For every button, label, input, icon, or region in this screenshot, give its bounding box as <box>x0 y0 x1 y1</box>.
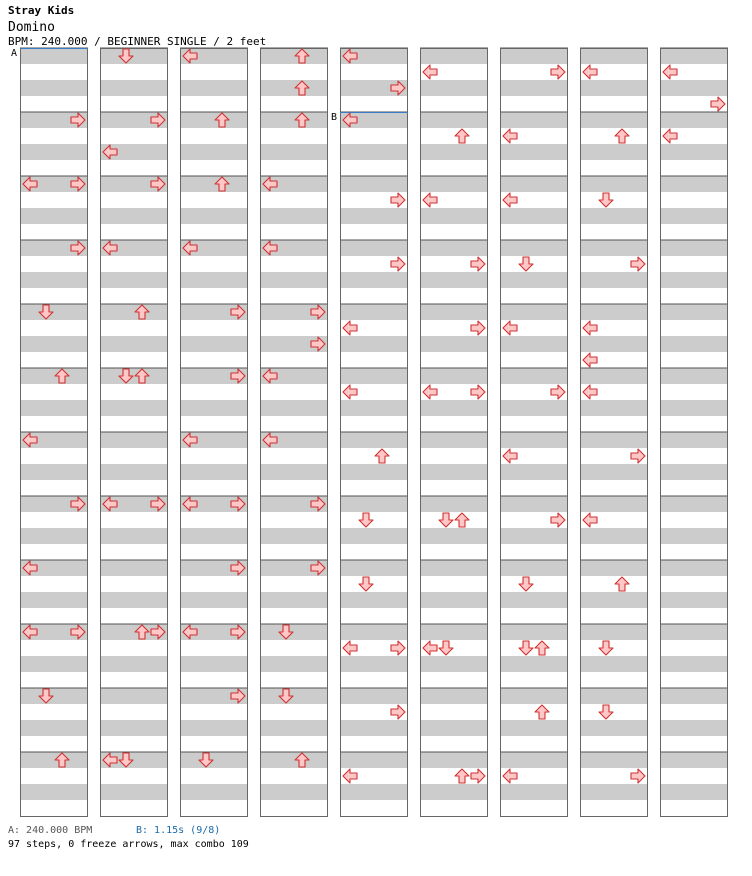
beat-stripe <box>500 560 568 576</box>
beat-stripe <box>580 144 648 160</box>
left-arrow-icon <box>343 321 357 335</box>
beat-stripe <box>580 80 648 96</box>
beat-stripe <box>100 432 168 448</box>
beat-stripe <box>500 112 568 128</box>
right-arrow-icon <box>391 193 405 207</box>
beat-stripe <box>660 144 728 160</box>
beat-stripe <box>20 528 88 544</box>
marker-b-label: B <box>331 112 338 123</box>
beat-stripe <box>580 464 648 480</box>
beat-stripe <box>420 656 488 672</box>
beat-stripe <box>660 368 728 384</box>
down-arrow-icon <box>439 513 453 527</box>
beat-stripe <box>660 528 728 544</box>
beat-stripe <box>500 144 568 160</box>
right-arrow-icon <box>551 65 565 79</box>
beat-stripe <box>20 400 88 416</box>
beat-stripe <box>180 784 248 800</box>
beat-stripe <box>260 592 328 608</box>
beat-stripe <box>180 80 248 96</box>
beat-stripe <box>180 272 248 288</box>
beat-stripe <box>180 656 248 672</box>
down-arrow-icon <box>599 641 613 655</box>
beat-stripe <box>100 656 168 672</box>
beat-stripe <box>100 560 168 576</box>
beat-stripe <box>660 464 728 480</box>
beat-stripe <box>180 336 248 352</box>
beat-stripe <box>20 304 88 320</box>
beat-stripe <box>340 592 408 608</box>
beat-stripe <box>660 752 728 768</box>
beat-stripe <box>660 432 728 448</box>
beat-stripe <box>420 240 488 256</box>
right-arrow-icon <box>391 705 405 719</box>
beat-stripe <box>100 80 168 96</box>
beat-stripe <box>180 400 248 416</box>
beat-stripe <box>420 144 488 160</box>
beat-stripe <box>340 720 408 736</box>
beat-stripe <box>660 624 728 640</box>
beat-stripe <box>260 624 328 640</box>
beat-stripe <box>580 112 648 128</box>
left-arrow-icon <box>423 193 437 207</box>
beat-stripe <box>500 336 568 352</box>
beat-stripe <box>580 48 648 64</box>
beat-stripe <box>260 80 328 96</box>
down-arrow-icon <box>519 257 533 271</box>
up-arrow-icon <box>455 769 469 783</box>
beat-stripe <box>580 784 648 800</box>
up-arrow-icon <box>615 129 629 143</box>
right-arrow-icon <box>551 385 565 399</box>
beat-stripe <box>20 368 88 384</box>
beat-stripe <box>20 592 88 608</box>
beat-stripe <box>500 240 568 256</box>
left-arrow-icon <box>423 65 437 79</box>
beat-stripe <box>660 240 728 256</box>
beat-stripe <box>420 80 488 96</box>
right-arrow-icon <box>631 769 645 783</box>
beat-stripe <box>660 112 728 128</box>
right-arrow-icon <box>551 513 565 527</box>
beat-stripe <box>180 176 248 192</box>
song-title: Domino <box>8 20 55 35</box>
beat-stripe <box>500 656 568 672</box>
right-arrow-icon <box>391 641 405 655</box>
up-arrow-icon <box>535 705 549 719</box>
beat-stripe <box>100 720 168 736</box>
beat-stripe <box>180 112 248 128</box>
beat-stripe <box>180 752 248 768</box>
beat-stripe <box>660 656 728 672</box>
left-arrow-icon <box>423 385 437 399</box>
beat-stripe <box>180 208 248 224</box>
beat-stripe <box>420 464 488 480</box>
beat-stripe <box>340 752 408 768</box>
up-arrow-icon <box>455 129 469 143</box>
left-arrow-icon <box>423 641 437 655</box>
beat-stripe <box>500 176 568 192</box>
right-arrow-icon <box>471 257 485 271</box>
beat-stripe <box>500 400 568 416</box>
right-arrow-icon <box>391 257 405 271</box>
beat-stripe <box>340 304 408 320</box>
beat-stripe <box>100 400 168 416</box>
beat-stripe <box>340 336 408 352</box>
beat-stripe <box>340 784 408 800</box>
up-arrow-icon <box>375 449 389 463</box>
beat-stripe <box>260 208 328 224</box>
beat-stripe <box>340 240 408 256</box>
up-arrow-icon <box>615 577 629 591</box>
beat-stripe <box>500 272 568 288</box>
left-arrow-icon <box>343 385 357 399</box>
beat-stripe <box>420 336 488 352</box>
beat-stripe <box>20 48 88 64</box>
beat-stripe <box>500 688 568 704</box>
beat-stripe <box>340 368 408 384</box>
beat-stripe <box>180 528 248 544</box>
beat-stripe <box>20 464 88 480</box>
beat-stripe <box>20 80 88 96</box>
beat-stripe <box>500 624 568 640</box>
left-arrow-icon <box>583 321 597 335</box>
beat-stripe <box>100 464 168 480</box>
beat-stripe <box>340 144 408 160</box>
beat-stripe <box>20 688 88 704</box>
beat-stripe <box>100 336 168 352</box>
beat-stripe <box>660 784 728 800</box>
left-arrow-icon <box>583 353 597 367</box>
right-arrow-icon <box>471 321 485 335</box>
beat-stripe <box>260 112 328 128</box>
down-arrow-icon <box>439 641 453 655</box>
up-arrow-icon <box>535 641 549 655</box>
beat-stripe <box>340 624 408 640</box>
beat-stripe <box>420 208 488 224</box>
right-arrow-icon <box>711 97 725 111</box>
beat-stripe <box>180 144 248 160</box>
beat-stripe <box>580 304 648 320</box>
beat-stripe <box>260 528 328 544</box>
left-arrow-icon <box>343 641 357 655</box>
beat-stripe <box>420 176 488 192</box>
right-arrow-icon <box>631 257 645 271</box>
beat-stripe <box>500 48 568 64</box>
beat-stripe <box>660 208 728 224</box>
beat-stripe <box>500 752 568 768</box>
beat-stripe <box>100 592 168 608</box>
beat-stripe <box>420 688 488 704</box>
beat-stripe <box>500 720 568 736</box>
beat-stripe <box>580 720 648 736</box>
beat-stripe <box>260 464 328 480</box>
chart-stats: 97 steps, 0 freeze arrows, max combo 109 <box>8 839 249 850</box>
left-arrow-icon <box>503 769 517 783</box>
beat-stripe <box>580 656 648 672</box>
beat-stripe <box>420 624 488 640</box>
beat-stripe <box>580 272 648 288</box>
beat-stripe <box>660 80 728 96</box>
beat-stripe <box>340 432 408 448</box>
beat-stripe <box>500 432 568 448</box>
down-arrow-icon <box>359 513 373 527</box>
beat-stripe <box>260 720 328 736</box>
beat-stripe <box>340 496 408 512</box>
beat-stripe <box>660 272 728 288</box>
beat-stripe <box>660 688 728 704</box>
beat-stripe <box>420 720 488 736</box>
chart-info: BPM: 240.000 / BEGINNER SINGLE / 2 feet <box>8 35 267 48</box>
down-arrow-icon <box>519 577 533 591</box>
left-arrow-icon <box>583 65 597 79</box>
beat-stripe <box>660 720 728 736</box>
beat-stripe <box>180 720 248 736</box>
beat-stripe <box>340 176 408 192</box>
marker-a-label: A <box>11 48 18 59</box>
beat-stripe <box>340 400 408 416</box>
beat-stripe <box>580 208 648 224</box>
beat-stripe <box>660 336 728 352</box>
beat-stripe <box>580 240 648 256</box>
beat-stripe <box>580 688 648 704</box>
up-arrow-icon <box>455 513 469 527</box>
beat-stripe <box>500 496 568 512</box>
beat-stripe <box>500 592 568 608</box>
beat-stripe <box>580 176 648 192</box>
beat-stripe <box>260 784 328 800</box>
beat-stripe <box>420 304 488 320</box>
beat-stripe <box>340 528 408 544</box>
beat-stripe <box>340 560 408 576</box>
beat-stripe <box>20 752 88 768</box>
beat-stripe <box>500 368 568 384</box>
beat-stripe <box>100 208 168 224</box>
beat-stripe <box>420 400 488 416</box>
beat-stripe <box>20 784 88 800</box>
beat-stripe <box>340 688 408 704</box>
beat-stripe <box>420 432 488 448</box>
down-arrow-icon <box>599 705 613 719</box>
right-arrow-icon <box>631 449 645 463</box>
beat-stripe <box>20 272 88 288</box>
beat-stripe <box>20 336 88 352</box>
beat-stripe <box>660 48 728 64</box>
beat-stripe <box>20 208 88 224</box>
left-arrow-icon <box>503 321 517 335</box>
beat-stripe <box>420 112 488 128</box>
beat-stripe <box>420 752 488 768</box>
beat-stripe <box>580 624 648 640</box>
beat-stripe <box>500 528 568 544</box>
beat-stripe <box>340 656 408 672</box>
beat-stripe <box>660 176 728 192</box>
beat-stripe <box>180 592 248 608</box>
beat-stripe <box>100 272 168 288</box>
beat-stripe <box>180 464 248 480</box>
beat-stripe <box>580 336 648 352</box>
beat-stripe <box>340 208 408 224</box>
left-arrow-icon <box>503 129 517 143</box>
beat-stripe <box>580 560 648 576</box>
left-arrow-icon <box>663 129 677 143</box>
beat-stripe <box>420 272 488 288</box>
left-arrow-icon <box>583 513 597 527</box>
beat-stripe <box>20 720 88 736</box>
beat-stripe <box>660 400 728 416</box>
beat-stripe <box>580 592 648 608</box>
bpm-marker-a-legend: A: 240.000 BPM <box>8 825 93 836</box>
beat-stripe <box>500 304 568 320</box>
right-arrow-icon <box>471 385 485 399</box>
beat-stripe <box>580 496 648 512</box>
beat-stripe <box>20 144 88 160</box>
down-arrow-icon <box>519 641 533 655</box>
beat-stripe <box>500 464 568 480</box>
beat-stripe <box>420 560 488 576</box>
beat-stripe <box>500 784 568 800</box>
left-arrow-icon <box>663 65 677 79</box>
beat-stripe <box>580 368 648 384</box>
beat-stripe <box>260 656 328 672</box>
beat-stripe <box>420 592 488 608</box>
artist-name: Stray Kids <box>8 4 75 17</box>
beat-stripe <box>580 432 648 448</box>
beat-stripe <box>420 528 488 544</box>
beat-stripe <box>100 528 168 544</box>
beat-stripe <box>260 272 328 288</box>
beat-stripe <box>100 784 168 800</box>
beat-stripe <box>420 48 488 64</box>
beat-stripe <box>100 48 168 64</box>
beat-stripe <box>500 208 568 224</box>
beat-stripe <box>20 656 88 672</box>
right-arrow-icon <box>471 769 485 783</box>
beat-stripe <box>660 560 728 576</box>
beat-stripe <box>100 304 168 320</box>
beat-stripe <box>260 400 328 416</box>
beat-stripe <box>260 144 328 160</box>
beat-stripe <box>260 752 328 768</box>
beat-stripe <box>660 496 728 512</box>
beat-stripe <box>580 400 648 416</box>
beat-stripe <box>340 272 408 288</box>
beat-stripe <box>260 688 328 704</box>
beat-stripe <box>420 784 488 800</box>
speed-marker-b-legend: B: 1.15s (9/8) <box>136 825 221 836</box>
beat-stripe <box>580 752 648 768</box>
down-arrow-icon <box>599 193 613 207</box>
beat-stripe <box>660 304 728 320</box>
beat-stripe <box>260 48 328 64</box>
down-arrow-icon <box>359 577 373 591</box>
left-arrow-icon <box>503 449 517 463</box>
left-arrow-icon <box>343 769 357 783</box>
beat-stripe <box>100 688 168 704</box>
left-arrow-icon <box>503 193 517 207</box>
beat-stripe <box>420 496 488 512</box>
beat-stripe <box>500 80 568 96</box>
beat-stripe <box>580 528 648 544</box>
beat-stripe <box>420 368 488 384</box>
left-arrow-icon <box>583 385 597 399</box>
beat-stripe <box>100 368 168 384</box>
beat-stripe <box>340 464 408 480</box>
beat-stripe <box>660 592 728 608</box>
